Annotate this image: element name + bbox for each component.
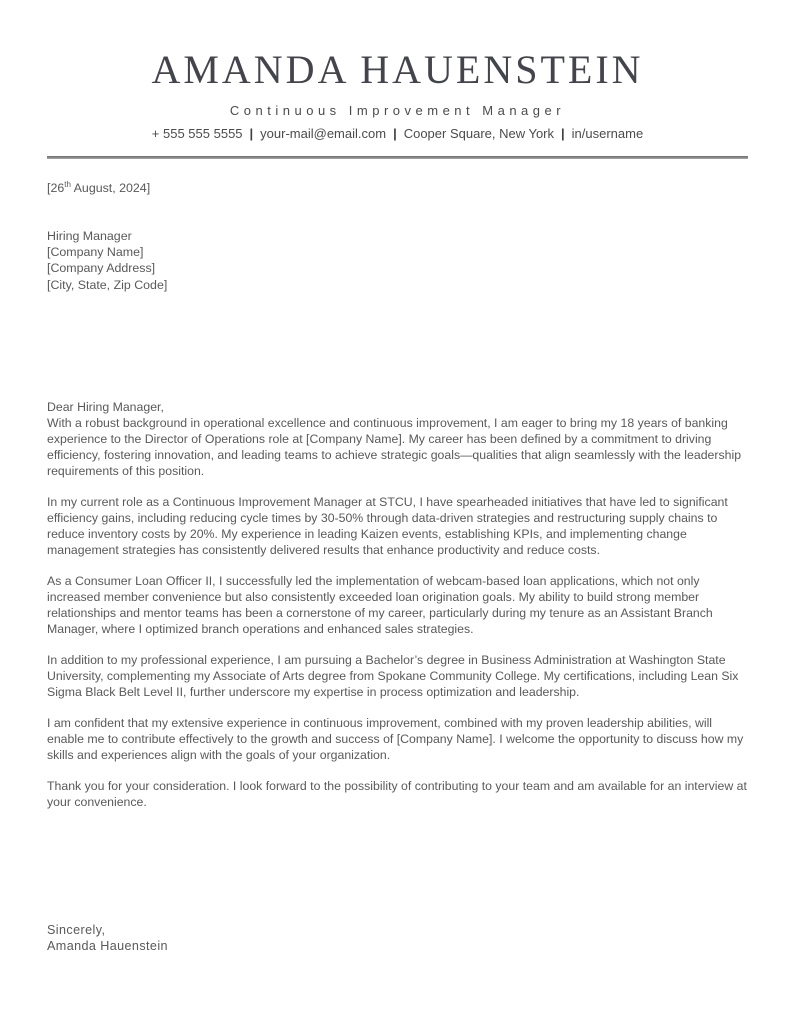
letter-date — [47, 180, 748, 196]
recipient-line: [Company Address] — [47, 261, 156, 276]
body-paragraph: In my current role as a Continuous Improvement Manager at STCU, I have spearheaded initiatives that have led to significant efficiency gains, including reducing cycle times by 30-50% through data-driven strategies and restructuring supply chains to reduce inventory costs by 20%. My experience in leading Kaizen events, establishing KPIs, and implementing change management strategies has consistently delivered results that enhance productivity and reduce costs. — [47, 494, 728, 557]
body-paragraph: With a robust background in operational excellence and continuous improvement, I am eager to bring my 18 years of banking experience to the Director of Operations role at [Company Name]. My career has been defined by a commitment to driving efficiency, fostering innovation, and leading teams to achieve strategic goals—qualities that align seamlessly with the leadership requirements of this position. — [47, 415, 742, 478]
header-divider — [47, 156, 748, 159]
contact-separator: | — [249, 126, 254, 141]
body-paragraph: Thank you for your consideration. I look forward to the possibility of contributing to your team and am available for an interview at your convenience. — [47, 778, 747, 809]
letter-header — [47, 46, 748, 142]
body-paragraph: In addition to my professional experience, I am pursuing a Bachelor’s degree in Business Administration at Washington State University, complementing my Associate of Arts degree from Spokane Community College. My certifications, including Lean Six Sigma Black Belt Level II, further underscore my expertise in process optimization and leadership. — [47, 652, 739, 699]
letter-body — [47, 415, 748, 810]
contact-linkedin: in/username — [571, 126, 644, 141]
contact-line — [47, 125, 748, 142]
applicant-name: AMANDA HAUENSTEIN — [151, 47, 644, 92]
recipient-line: [City, State, Zip Code] — [47, 277, 168, 292]
closing-block — [47, 922, 748, 955]
date-prefix: [26 — [47, 181, 65, 195]
signature-name: Amanda Hauenstein — [47, 939, 168, 954]
spacer — [47, 825, 748, 922]
contact-location: Cooper Square, New York — [403, 126, 555, 141]
applicant-job-title: Continuous Improvement Manager — [229, 103, 566, 118]
contact-email: your-mail@email.com — [260, 126, 387, 141]
closing-word: Sincerely, — [47, 922, 106, 937]
body-paragraph: I am confident that my extensive experience in continuous improvement, combined with my proven leadership abilities, will enable me to contribute effectively to the growth and success of [Company Name]. I welcome the opportunity to discuss how my skills and experiences align with the goals of your organization. — [47, 715, 744, 762]
recipient-line: Hiring Manager — [47, 229, 132, 243]
contact-separator: | — [393, 126, 397, 141]
body-paragraph: As a Consumer Loan Officer II, I successfully led the implementation of webcam-based loan applications, which not only increased member convenience but also consistently exceeded loan origination goals. My ability to build strong member relationships and mentor teams has been a cornerstone of my career, particularly during my tenure as an Assistant Branch Manager, where I optimized branch operations and enhanced sales strategies. — [47, 573, 713, 636]
recipient-block — [47, 228, 748, 293]
date-superscript: th — [64, 179, 71, 189]
spacer — [47, 293, 748, 399]
date-rest: August, 2024] — [70, 181, 151, 195]
recipient-line: [Company Name] — [47, 245, 144, 260]
contact-phone: + 555 555 5555 — [151, 126, 243, 141]
salutation: Dear Hiring Manager, — [47, 399, 164, 414]
contact-separator: | — [561, 126, 565, 141]
